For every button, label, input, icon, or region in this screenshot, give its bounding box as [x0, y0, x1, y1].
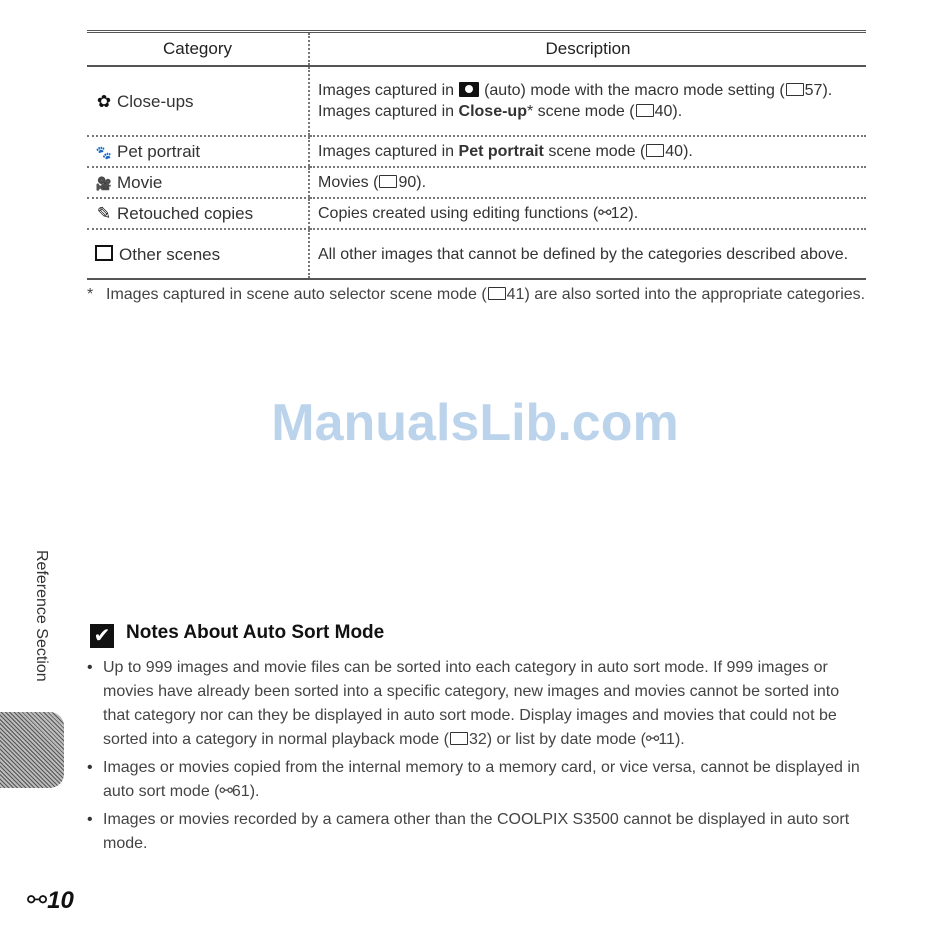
reference-icon: ⚯ — [598, 205, 611, 222]
book-icon — [488, 287, 506, 300]
category-label: Movie — [117, 172, 163, 192]
table-row: 🎥 Movie Movies ( 90). — [87, 167, 866, 198]
other-scenes-icon — [95, 245, 113, 261]
category-label: Close-ups — [117, 91, 194, 111]
category-header: Category — [87, 32, 309, 67]
category-label: Retouched copies — [117, 204, 254, 223]
notes-list — [87, 656, 867, 860]
table-row: ✎ Retouched copies Copies created using editing functions (⚯12). — [87, 198, 866, 229]
table-row: 🐾 Pet portrait Images captured in Pet portrait scene mode ( 40). — [87, 136, 866, 167]
list-item: • Images or movies copied from the internal memory to a memory card, or vice versa, cannot be displayed in auto sort mode (⚯61). — [87, 756, 867, 804]
watermark: ManualsLib.com — [271, 394, 679, 452]
category-table — [87, 30, 866, 280]
page-number: ⚯10 — [27, 887, 74, 914]
book-icon — [646, 144, 664, 157]
book-icon — [450, 732, 468, 745]
book-icon — [786, 83, 804, 96]
book-icon — [379, 175, 397, 188]
category-label: Pet portrait — [117, 141, 201, 161]
table-row: ✿ Close-ups Images captured in (auto) mode with the macro mode setting ( 57). Images captured in Close-up* scene mode ( 40). — [87, 66, 866, 136]
movie-icon: 🎥 — [95, 175, 113, 191]
reference-icon: ⚯ — [219, 783, 232, 800]
reference-icon: ⚯ — [27, 887, 48, 914]
side-section-label: Reference Section — [33, 550, 50, 682]
table-row: Other scenes All other images that cannot be defined by the categories described above. — [87, 229, 866, 279]
reference-icon: ⚯ — [645, 731, 659, 748]
description-header: Description — [309, 32, 866, 67]
retouch-icon: ✎ — [96, 204, 112, 223]
check-icon: ✔ — [90, 624, 114, 648]
list-item: • Up to 999 images and movie files can be sorted into each category in auto sort mode. If 999 images or movies have already been sorted into a specific category, new images and movies cannot be sorted into that category nor can they be displayed in auto sort mode. Display images and movies that could not be sorted into a category in normal playback mode ( 32) or list by date mode (⚯11). — [87, 656, 867, 752]
footnote: * Images captured in scene auto selector scene mode ( 41) are also sorted into the appropriate categories. — [87, 286, 866, 303]
book-icon — [636, 104, 654, 117]
camera-icon — [459, 82, 479, 97]
category-label: Other scenes — [119, 244, 221, 264]
side-tab — [0, 712, 64, 788]
notes-heading: ✔ Notes About Auto Sort Mode — [90, 622, 384, 648]
list-item: • Images or movies recorded by a camera other than the COOLPIX S3500 cannot be displayed in auto sort mode. — [87, 808, 867, 856]
flower-icon: ✿ — [96, 91, 112, 111]
pet-icon: 🐾 — [95, 144, 113, 160]
